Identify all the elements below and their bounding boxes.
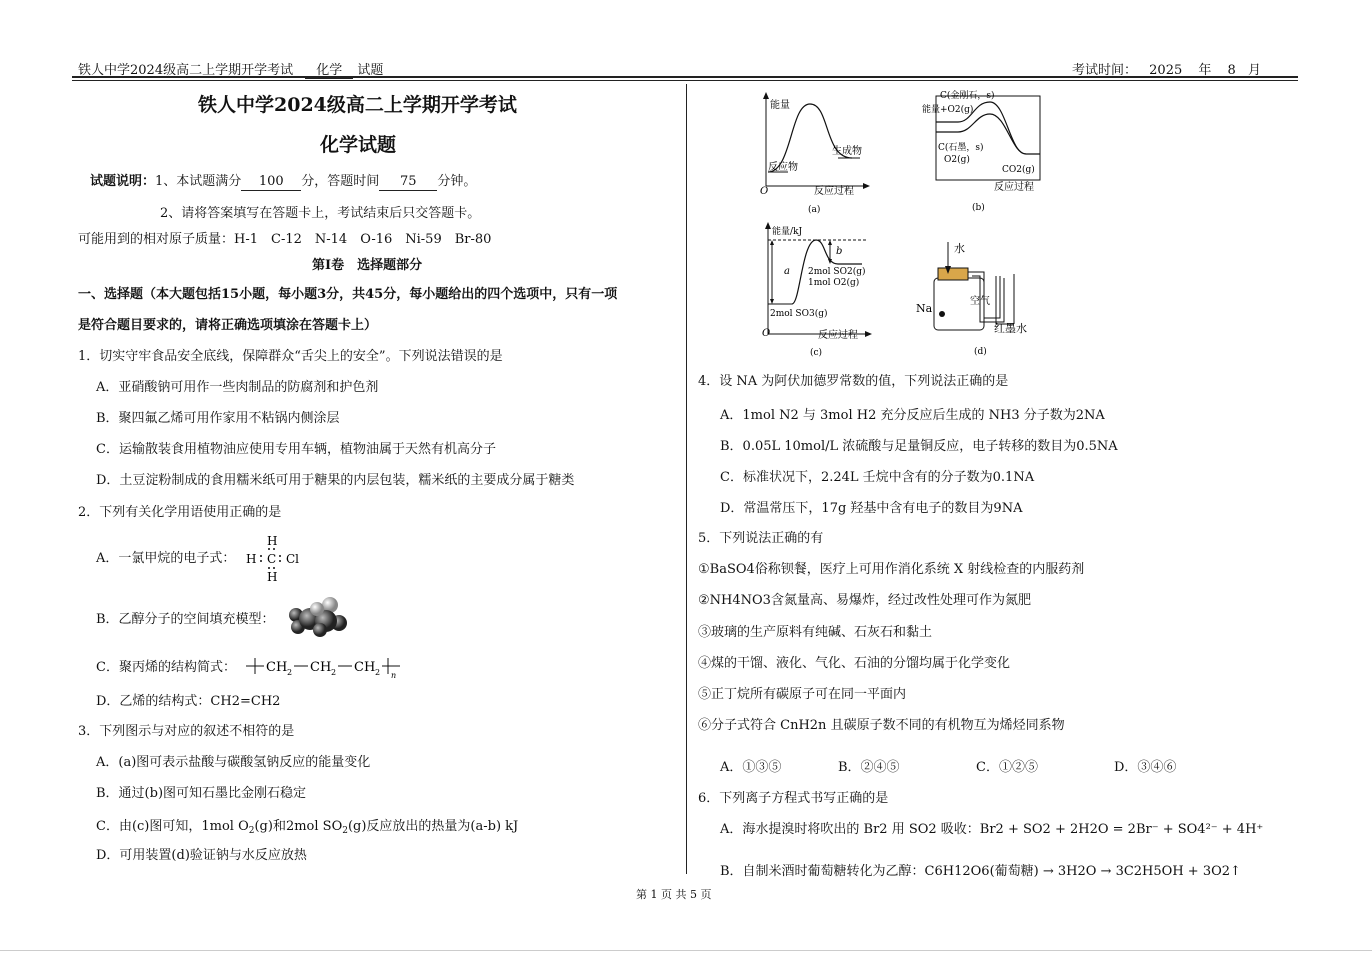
figure-d-water: 水: [954, 242, 965, 255]
figure-c: [758, 220, 888, 360]
bottom-edge: [0, 950, 1372, 951]
q3-option-b: B．通过(b)图可知石墨比金刚石稳定: [96, 786, 307, 801]
figure-a-xlabel: 反应过程: [814, 186, 854, 197]
figure-c-xlabel: 反应过程: [818, 330, 858, 341]
q6-option-a: A．海水提溴时将吹出的 Br2 用 SO2 吸收：Br2 + SO2 + 2H2O = 2Br⁻ + SO4²⁻ + 4H⁺: [720, 822, 1264, 837]
q5-statement-5: ⑤正丁烷所有碳原子可在同一平面内: [698, 687, 907, 702]
svg-text:CH: CH: [266, 660, 288, 675]
figure-d-na: Na: [916, 302, 933, 315]
svg-text:H: H: [246, 552, 257, 566]
q4-option-c: C．标准状况下，2.24L 壬烷中含有的分子数为0.1NA: [720, 470, 1035, 485]
q3-c-text2: (g)和2mol SO: [254, 819, 343, 834]
q1-stem: 1．切实守牢食品安全底线，保障群众“舌尖上的安全”。下列说法错误的是: [78, 349, 503, 364]
svg-text:Cl: Cl: [286, 552, 300, 566]
figure-d: [914, 238, 1034, 360]
q2-stem: 2．下列有关化学用语使用正确的是: [78, 505, 282, 520]
figure-c-so3: 2mol SO3(g): [770, 309, 828, 319]
q4-option-b: B．0.05L 10mol/L 浓硫酸与足量铜反应，电子转移的数目为0.5NA: [720, 439, 1118, 454]
instructions-text-c: 分钟。: [437, 174, 477, 189]
figure-d-air: 空气: [970, 296, 990, 307]
figure-c-b: b: [836, 246, 843, 257]
q5-stem: 5．下列说法正确的有: [698, 531, 824, 546]
instructions-label: 试题说明：: [90, 174, 156, 189]
exam-minutes: 75: [379, 174, 437, 191]
figure-a-origin: O: [760, 186, 769, 197]
figure-a-product: 生成物: [832, 146, 862, 157]
chloromethane-electron-formula: [240, 530, 310, 586]
column-divider: [686, 84, 687, 874]
svg-text:CH: CH: [354, 660, 376, 675]
figure-c-so2: 2mol SO2(g): [808, 267, 866, 277]
q2-option-d: D．乙烯的结构式：CH2=CH2: [96, 694, 281, 709]
figure-b-diamond: C(金刚石，s): [940, 91, 995, 101]
page-footer: 第 1 页 共 5 页: [636, 888, 712, 901]
q5-statement-4: ④煤的干馏、液化、气化、石油的分馏均属于化学变化: [698, 656, 1011, 671]
figure-b-xlabel: 反应过程: [994, 182, 1034, 193]
q4-option-d: D．常温常压下，17g 羟基中含有电子的数目为9NA: [720, 501, 1023, 516]
figure-b: [918, 88, 1048, 216]
instructions-text-b: 分，答题时间: [301, 174, 380, 189]
q3-option-a: A．(a)图可表示盐酸与碳酸氢钠反应的能量变化: [96, 755, 371, 770]
q3-stem: 3．下列图示与对应的叙述不相符的是: [78, 724, 295, 739]
figure-c-ylabel: 能量/kJ: [772, 227, 803, 237]
q1-option-b: B．聚四氟乙烯可用作家用不粘锅内侧涂层: [96, 411, 340, 426]
q5-option-a: A．①③⑤: [720, 760, 782, 775]
total-score: 100: [241, 174, 301, 191]
header-time-label: 考试时间：: [1072, 63, 1138, 78]
section-heading-1: 一、选择题（本大题包括15小题，每小题3分，共45分，每小题给出的四个选项中，只有一项: [78, 287, 618, 302]
q5-statement-3: ③玻璃的生产原料有纯碱、石灰石和黏土: [698, 625, 933, 640]
part1-title: 第Ⅰ卷 选择题部分: [312, 258, 423, 273]
polypropylene-structure: [242, 652, 412, 682]
q6-option-b: B．自制米酒时葡萄糖转化为乙醇：C6H12O6(葡萄糖) → 3H2O → 3C2H5OH + 3O2↑: [720, 864, 1241, 879]
q4-option-a: A．1mol N2 与 3mol H2 充分反应后生成的 NH3 分子数为2NA: [720, 408, 1105, 423]
header-month-unit: 月: [1247, 63, 1261, 78]
header-year-unit: 年: [1198, 63, 1212, 78]
figure-b-ylabel: 能量: [922, 105, 941, 115]
svg-text:n: n: [391, 671, 397, 680]
svg-text:2: 2: [375, 668, 381, 677]
instructions-line2: 2、请将答案填写在答题卡上，考试结束后只交答题卡。: [160, 206, 481, 221]
figure-d-ink: 红墨水: [994, 322, 1027, 335]
q5-option-d: D．③④⑥: [1114, 760, 1177, 775]
q4-stem: 4．设 NA 为阿伏加德罗常数的值，下列说法正确的是: [698, 374, 1009, 389]
figure-c-origin: O: [762, 328, 771, 339]
figure-b-caption: (b): [972, 203, 985, 213]
q1-option-a: A．亚硝酸钠可用作一些肉制品的防腐剂和护色剂: [96, 380, 379, 395]
section-heading-2: 是符合题目要求的，请将正确选项填涂在答题卡上）: [78, 318, 378, 333]
figure-a-reactant: 反应物: [768, 162, 798, 173]
header-suffix: 试题: [357, 63, 384, 78]
q5-statement-6: ⑥分子式符合 CnH2n 且碳原子数不同的有机物互为烯烃同系物: [698, 718, 1065, 733]
q6-stem: 6．下列离子方程式书写正确的是: [698, 791, 889, 806]
figure-b-o2-top: +O2(g): [940, 105, 974, 115]
figure-b-co2: CO2(g): [1002, 165, 1035, 175]
ethanol-space-filling-model: [284, 597, 350, 641]
svg-text:2: 2: [287, 668, 293, 677]
header-month: 8: [1227, 63, 1236, 78]
q5-option-b: B．②④⑤: [838, 760, 900, 775]
q5-statement-1: ①BaSO4俗称钡餐，医疗上可用作消化系统 X 射线检查的内服药剂: [698, 562, 1085, 577]
q1-option-c: C．运输散装食用植物油应使用专用车辆，植物油属于天然有机高分子: [96, 442, 496, 457]
figure-b-graphite: C(石墨，s): [938, 143, 984, 153]
exam-title: 铁人中学2024级高二上学期开学考试: [198, 94, 517, 116]
figure-c-o2: 1mol O2(g): [808, 278, 860, 288]
q3-c-text1: C．由(c)图可知，1mol O: [96, 819, 249, 834]
q2-option-a: A．一氯甲烷的电子式：: [96, 551, 236, 566]
svg-text:H: H: [267, 570, 278, 584]
q3-option-c: C．由(c)图可知，1mol $O_2(g)$和2mol $SO_2(g)$反应放出的热量为(a-b) kJ: [96, 819, 519, 836]
figure-c-caption: (c): [810, 348, 823, 358]
figure-d-caption: (d): [974, 347, 987, 357]
header-year: 2025: [1149, 63, 1183, 78]
q5-statement-2: ②NH4NO3含氮量高、易爆炸，经过改性处理可作为氮肥: [698, 593, 1031, 608]
svg-text:CH: CH: [310, 660, 332, 675]
q3-c-text3: (g)反应放出的热量为(a-b) kJ: [347, 819, 519, 834]
figure-a: [752, 90, 872, 214]
svg-text:C: C: [267, 552, 277, 566]
q2-option-c: C．聚丙烯的结构简式：: [96, 660, 236, 675]
header-subject: 化学: [305, 59, 353, 79]
header-rule-thick: [72, 76, 1298, 78]
atomic-masses: 可能用到的相对原子质量：H-1 C-12 N-14 O-16 Ni-59 Br-80: [78, 232, 492, 247]
svg-text:2: 2: [331, 668, 337, 677]
header-rule-thin: [72, 80, 1298, 81]
instructions-line1: [90, 174, 476, 191]
figure-a-ylabel: 能量: [770, 100, 790, 111]
figure-c-a: a: [784, 266, 790, 277]
exam-subtitle: 化学试题: [320, 134, 397, 156]
figure-b-o2-bottom: O2(g): [944, 155, 970, 165]
q5-option-c: C．①②⑤: [976, 760, 1038, 775]
q1-option-d: D．土豆淀粉制成的食用糯米纸可用于糖果的内层包装，糯米纸的主要成分属于糖类: [96, 473, 575, 488]
q3-option-d: D．可用装置(d)验证钠与水反应放热: [96, 848, 307, 863]
svg-text:H: H: [267, 534, 278, 548]
header-exam-name: 铁人中学2024级高二上学期开学考试: [78, 63, 294, 78]
figure-a-caption: (a): [808, 205, 821, 214]
q2-option-b: B．乙醇分子的空间填充模型：: [96, 612, 275, 627]
instructions-text-a: 1、本试题满分: [155, 174, 242, 189]
